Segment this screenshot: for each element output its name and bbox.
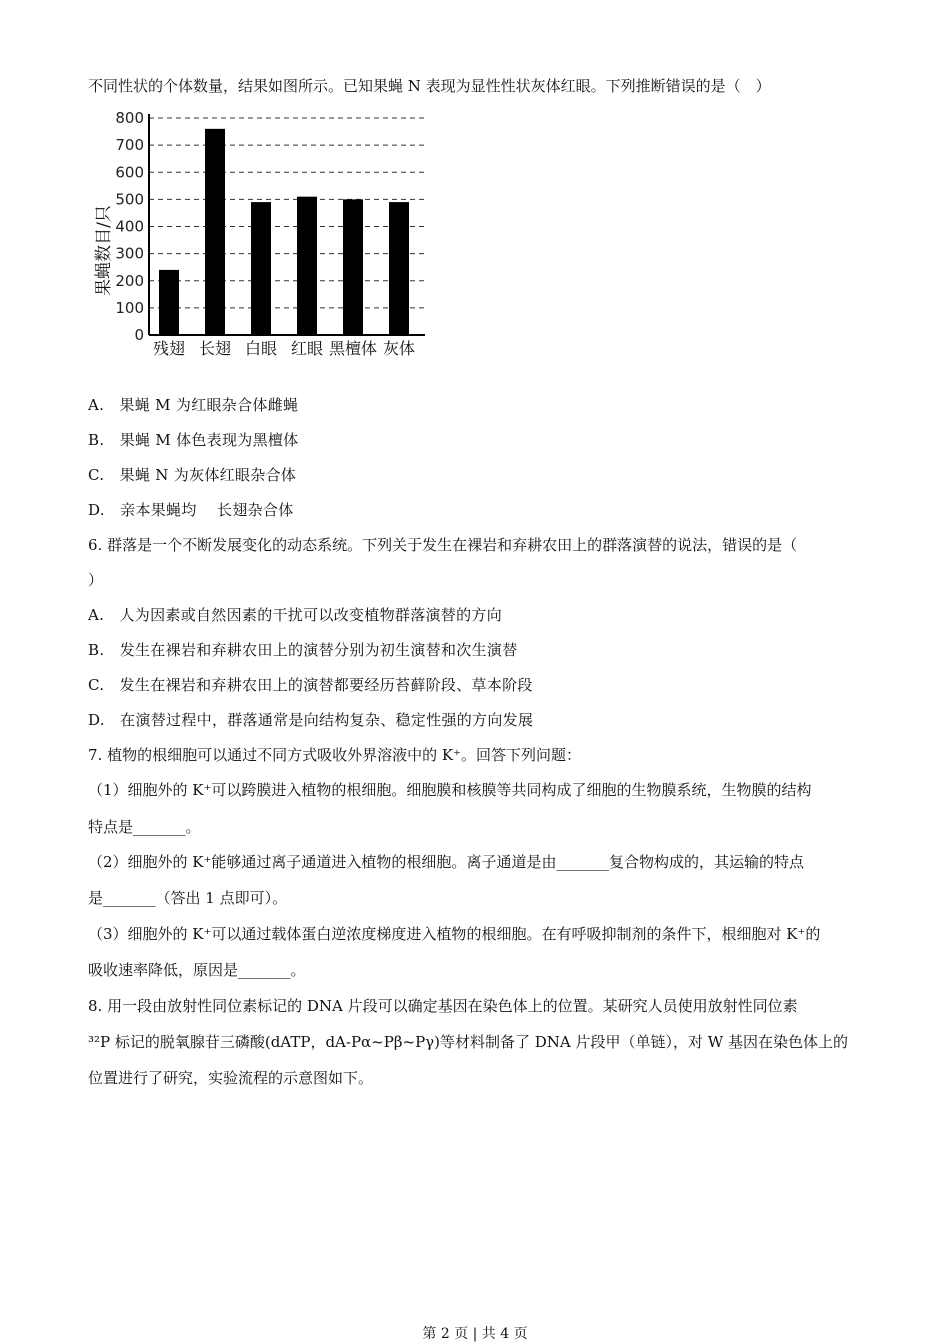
q7-part2-cont: 是_______（答出 1 点即可）。 bbox=[88, 889, 288, 907]
y-axis-label: 果蝇数目/只 bbox=[94, 205, 114, 296]
bar-残翅 bbox=[159, 270, 179, 335]
q5-option-d: D. 亲本果蝇均 长翅杂合体 bbox=[88, 501, 294, 519]
x-tick-label: 长翅 bbox=[198, 339, 232, 358]
y-tick-label: 800 bbox=[115, 109, 144, 127]
y-tick-label: 400 bbox=[115, 217, 144, 236]
q6-option-c: C. 发生在裸岩和弃耕农田上的演替都要经历苔藓阶段、草本阶段 bbox=[88, 676, 533, 694]
q7-part3-cont: 吸收速率降低，原因是_______。 bbox=[88, 961, 306, 979]
y-tick-label: 500 bbox=[115, 190, 144, 209]
x-tick-label: 残翅 bbox=[152, 339, 186, 358]
x-tick-label: 灰体 bbox=[382, 339, 416, 358]
y-tick-label: 100 bbox=[115, 298, 144, 317]
question-5-intro: 不同性状的个体数量，结果如图所示。已知果蝇 N 表现为显性性状灰体红眼。下列推断错误的是（ ） bbox=[88, 77, 771, 95]
bar-黑檀体 bbox=[343, 199, 363, 335]
y-tick-label: 0 bbox=[134, 326, 144, 344]
q8-line3: 位置进行了研究，实验流程的示意图如下。 bbox=[88, 1069, 374, 1087]
q7-part2: （2）细胞外的 K⁺能够通过离子通道进入植物的根细胞。离子通道是由_______复合物构成的，其运输的特点 bbox=[88, 853, 804, 871]
y-tick-label: 200 bbox=[115, 271, 144, 290]
q7-part1-cont: 特点是_______。 bbox=[88, 818, 201, 836]
x-tick-label: 黑檀体 bbox=[328, 339, 378, 358]
q5-option-a: A. 果蝇 M 为红眼杂合体雌蝇 bbox=[88, 396, 299, 414]
q6-option-b: B. 发生在裸岩和弃耕农田上的演替分别为初生演替和次生演替 bbox=[88, 641, 518, 659]
q6-stem: 6. 群落是一个不断发展变化的动态系统。下列关于发生在裸岩和弃耕农田上的群落演替的说法，错误的是（ bbox=[88, 536, 798, 554]
y-tick-label: 600 bbox=[115, 163, 144, 182]
q8-line2: ³²P 标记的脱氧腺苷三磷酸(dATP，dA-Pα~Pβ~Pγ)等材料制备了 DNA 片段甲（单链），对 W 基因在染色体上的 bbox=[88, 1033, 848, 1051]
page-footer: 第 2 页 | 共 4 页 bbox=[422, 1326, 528, 1342]
q6-option-d: D. 在演替过程中，群落通常是向结构复杂、稳定性强的方向发展 bbox=[88, 711, 534, 729]
q7-part1: （1）细胞外的 K⁺可以跨膜进入植物的根细胞。细胞膜和核膜等共同构成了细胞的生物膜系统，生物膜的结构 bbox=[88, 781, 812, 799]
q7-part3: （3）细胞外的 K⁺可以通过载体蛋白逆浓度梯度进入植物的根细胞。在有呼吸抑制剂的条件下，根细胞对 K⁺的 bbox=[88, 925, 821, 943]
q5-option-c: C. 果蝇 N 为灰体红眼杂合体 bbox=[88, 466, 297, 484]
bar-红眼 bbox=[297, 197, 317, 335]
q8-line1: 8. 用一段由放射性同位素标记的 DNA 片段可以确定基因在染色体上的位置。某研究人员使用放射性同位素 bbox=[88, 997, 798, 1015]
x-tick-label: 红眼 bbox=[290, 339, 324, 358]
y-tick-label: 300 bbox=[115, 244, 144, 263]
bar-灰体 bbox=[389, 202, 409, 335]
x-tick-label: 白眼 bbox=[244, 339, 278, 358]
bar-长翅 bbox=[205, 129, 225, 335]
bar-chart bbox=[90, 100, 430, 370]
q6-option-a: A. 人为因素或自然因素的干扰可以改变植物群落演替的方向 bbox=[88, 606, 503, 624]
q6-stem-end: ） bbox=[88, 571, 104, 589]
bar-白眼 bbox=[251, 202, 271, 335]
y-tick-label: 700 bbox=[115, 136, 144, 155]
q7-stem: 7. 植物的根细胞可以通过不同方式吸收外界溶液中的 K⁺。回答下列问题： bbox=[88, 746, 581, 764]
q5-option-b: B. 果蝇 M 体色表现为黑檀体 bbox=[88, 431, 299, 449]
